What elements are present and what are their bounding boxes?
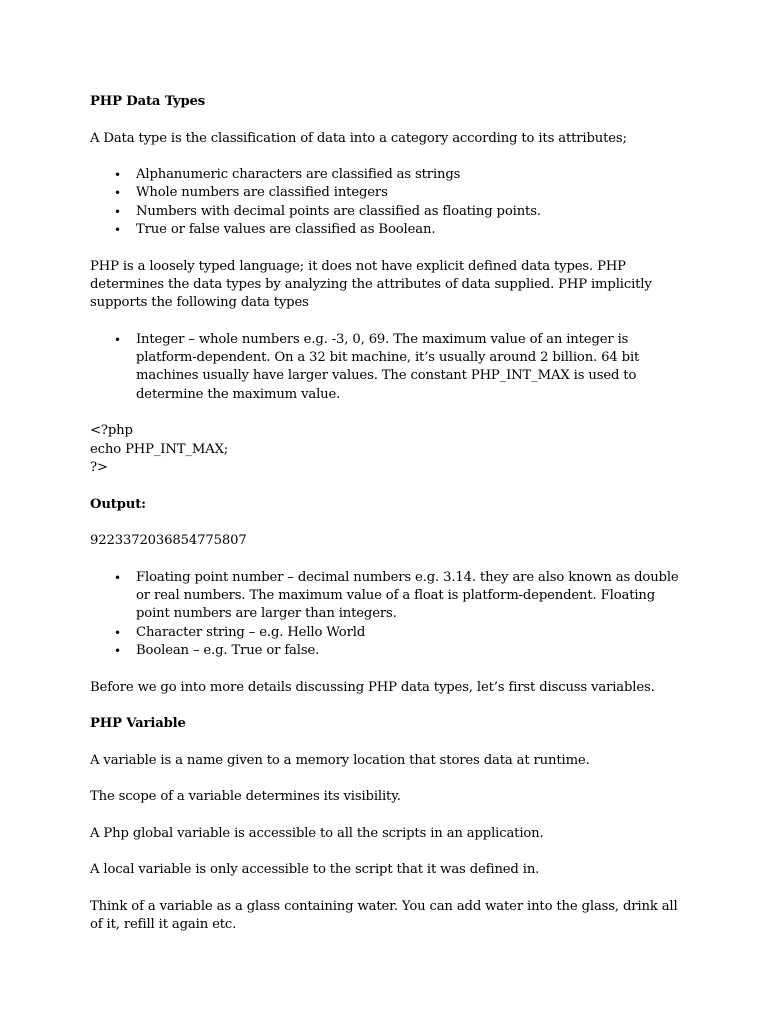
bullet-icon: • (114, 168, 121, 183)
data-types-list (90, 569, 686, 660)
list-item-text: Whole numbers are classified integers (136, 185, 388, 201)
list-item (114, 642, 686, 660)
list-item-text: Floating point number – decimal numbers e.g. 3.14. they are also known as double or real numbers. The maximum value of a float is platform-dependent. Floating point numbers are larger than integers. (136, 569, 679, 622)
document-page (90, 93, 686, 953)
variable-paragraph: A Php global variable is accessible to all the scripts in an application. (90, 825, 544, 841)
classification-list (90, 166, 686, 239)
list-item (114, 184, 686, 202)
list-item-text: Numbers with decimal points are classified as floating points. (136, 203, 541, 219)
variable-paragraph: A local variable is only accessible to the script that it was defined in. (90, 862, 540, 878)
list-item-text: Alphanumeric characters are classified as strings (136, 167, 461, 183)
variable-paragraph: A variable is a name given to a memory location that stores data at runtime. (90, 752, 590, 768)
bullet-icon: • (114, 186, 121, 201)
list-item-text: True or false values are classified as Boolean. (136, 222, 436, 238)
list-item-text: Character string – e.g. Hello World (136, 624, 366, 640)
transition-paragraph: Before we go into more details discussing PHP data types, let’s first discuss variables. (90, 679, 655, 695)
bullet-icon: • (114, 643, 121, 658)
output-label: Output: (90, 496, 146, 512)
list-item (114, 331, 686, 404)
bullet-icon: • (114, 204, 121, 219)
list-item-text: Boolean – e.g. True or false. (136, 642, 320, 658)
output-value: 9223372036854775807 (90, 533, 247, 549)
variable-paragraph: Think of a variable as a glass containing water. You can add water into the glass, drink all of it, refill it again etc. (90, 899, 678, 933)
list-item (114, 624, 686, 642)
code-block (90, 422, 686, 477)
section-heading: PHP Variable (90, 716, 186, 732)
list-item (114, 569, 686, 624)
intro-paragraph: A Data type is the classification of data into a category according to its attributes; (90, 130, 627, 146)
list-item-text: Integer – whole numbers e.g. -3, 0, 69. The maximum value of an integer is platform-dependent. On a 32 bit machine, it’s usually around 2 billion. 64 bit machines usually have larger values. The constant PHP_INT_MAX is used to determine the maximum value. (136, 331, 640, 402)
list-item (114, 203, 686, 221)
code-line: <?php (90, 423, 133, 439)
bullet-icon: • (114, 332, 121, 347)
variable-paragraph: The scope of a variable determines its visibility. (90, 789, 401, 805)
code-line: ?> (90, 459, 108, 475)
bullet-icon: • (114, 570, 121, 585)
bullet-icon: • (114, 625, 121, 640)
integer-list (90, 331, 686, 404)
bullet-icon: • (114, 223, 121, 238)
list-item (114, 166, 686, 184)
list-item (114, 221, 686, 239)
loosely-typed-paragraph: PHP is a loosely typed language; it does not have explicit defined data types. PHP determines the data types by analyzing the attributes of data supplied. PHP implicitly supports the following data types (90, 258, 652, 311)
page-title: PHP Data Types (90, 94, 206, 109)
code-line: echo PHP_INT_MAX; (90, 441, 229, 457)
